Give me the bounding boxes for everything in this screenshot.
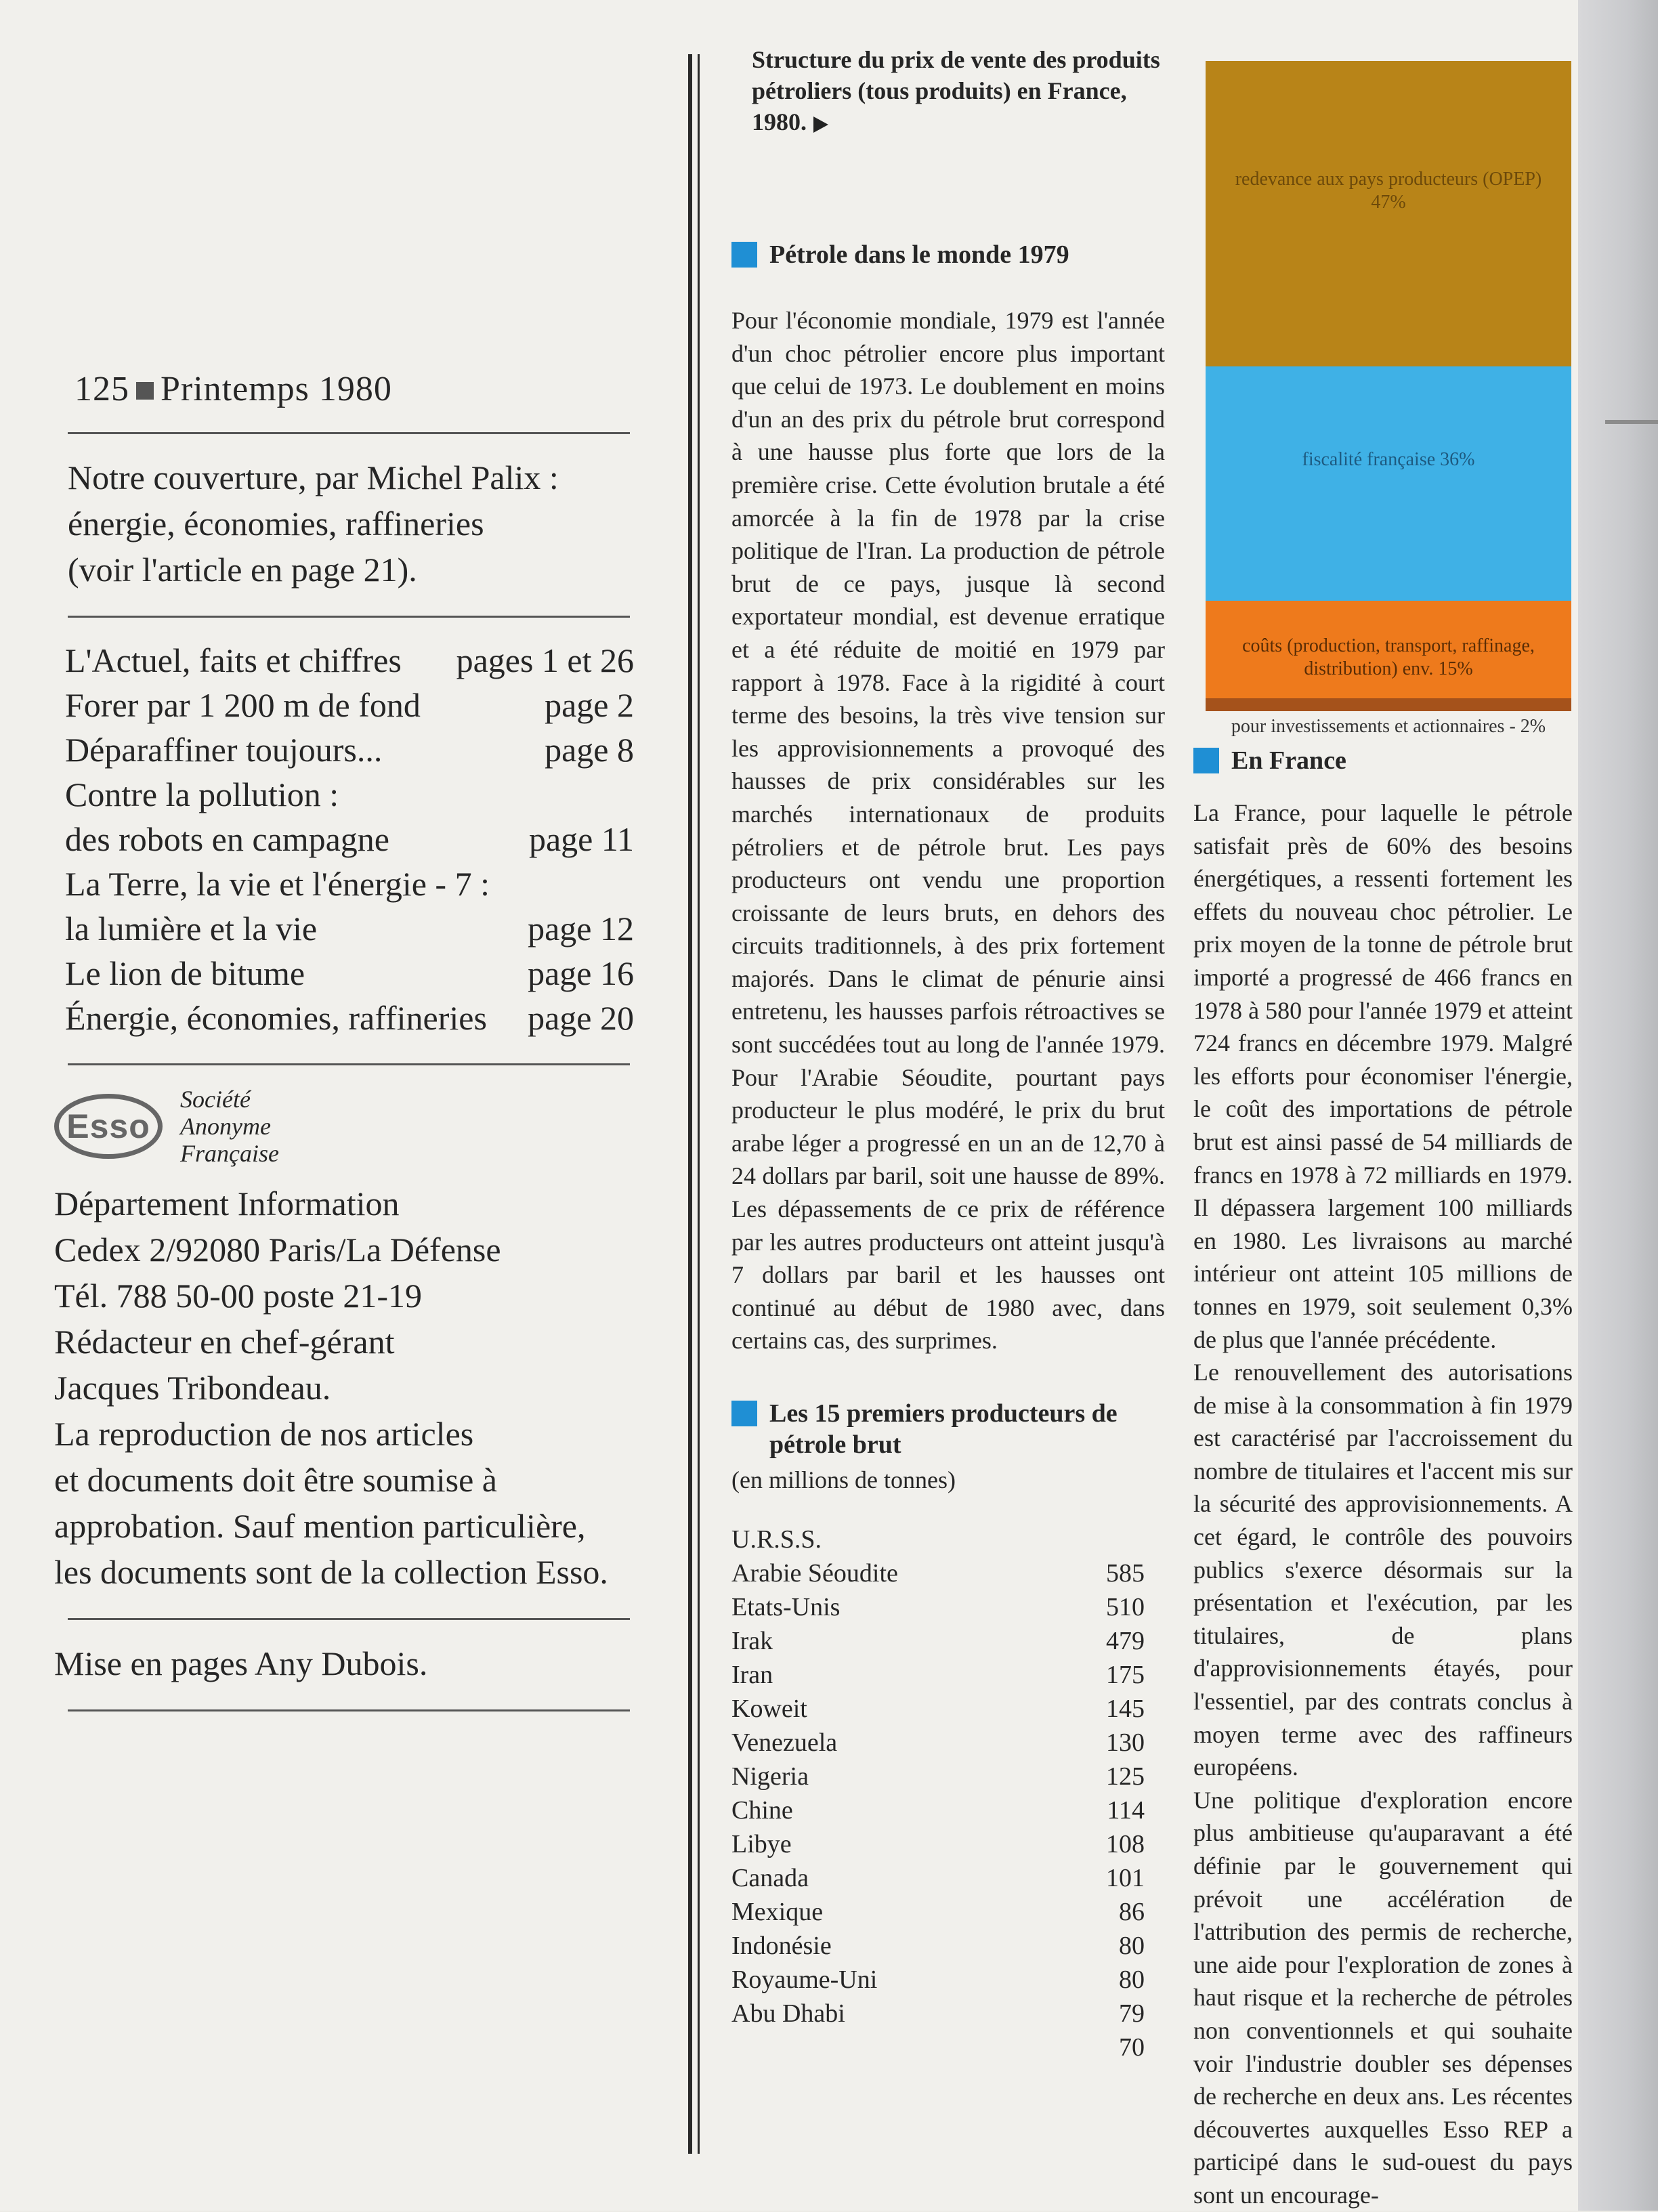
chart-segment-label: redevance aux pays producteurs (OPEP) 47% (1235, 168, 1542, 213)
blue-square-icon (731, 1401, 757, 1426)
esso-logo: Esso (54, 1094, 163, 1159)
chart-caption: Structure du prix de vente des produits pétroliers (tous produits) en France, 1980. (752, 46, 1160, 135)
toc-item[interactable] (65, 951, 634, 996)
info-line: La reproduction de nos articles (54, 1415, 474, 1453)
toc-item[interactable] (65, 906, 634, 951)
toc-title: Forer par 1 200 m de fond (65, 686, 421, 724)
table-row: 70 (1119, 2033, 1145, 2062)
toc-item[interactable] (65, 817, 634, 862)
table-row: Chine 114 (731, 1796, 1145, 1825)
toc-page: pages 1 et 26 (456, 641, 634, 679)
table-row: U.R.S.S. (731, 1525, 822, 1554)
chart-segment (1206, 698, 1571, 711)
divider (68, 1618, 630, 1620)
toc-item[interactable] (65, 683, 634, 727)
column-rule (698, 54, 700, 2154)
table-row: Libye 108 (731, 1830, 1145, 1858)
toc-item[interactable] (65, 862, 634, 906)
company-name: Société Anonyme Française (180, 1086, 279, 1167)
toc-item[interactable] (65, 772, 634, 817)
blue-square-icon (731, 242, 757, 268)
layout-credit: Mise en pages Any Dubois. (54, 1644, 428, 1682)
masthead-column (54, 369, 637, 1732)
toc-item[interactable] (65, 638, 634, 683)
table-row: Iran 175 (731, 1661, 1145, 1689)
france-column (1193, 745, 1573, 2212)
table-row: Abu Dhabi 79 (731, 1999, 1145, 2028)
section-heading: Pétrole dans le monde 1979 (731, 239, 1165, 270)
table-row: Mexique 86 (731, 1898, 1145, 1926)
section-heading: En France (1193, 745, 1573, 776)
info-line: et documents doit être soumise à (54, 1461, 498, 1499)
issue-heading (75, 369, 637, 409)
toc-page: page 11 (528, 820, 634, 858)
section-heading: Les 15 premiers producteurs de pétrole brut (731, 1398, 1165, 1460)
chart-segment-label: pour investissements et actionnaires - 2% (1231, 716, 1546, 737)
table-row: Venezuela 130 (731, 1728, 1145, 1757)
chart-segment-label: coûts (production, transport, raffinage, distribution) env. 15% (1242, 635, 1535, 680)
issue-number: 125 (75, 370, 129, 408)
table-row: Canada 101 (731, 1864, 1145, 1892)
info-line: Tél. 788 50-00 poste 21-19 (54, 1277, 422, 1315)
column-rule (688, 54, 692, 2154)
toc-title: des robots en campagne (65, 820, 390, 858)
divider (68, 432, 630, 434)
toc-item[interactable] (65, 727, 634, 772)
issue-season: Printemps 1980 (161, 370, 392, 408)
divider (68, 1709, 630, 1711)
table-row: Royaume-Uni 80 (731, 1965, 1145, 1994)
table-row: Arabie Séoudite 585 (731, 1559, 1145, 1588)
main-column (731, 44, 1165, 2064)
toc-title: Le lion de bitume (65, 954, 305, 992)
table-row: Koweit 145 (731, 1695, 1145, 1723)
article-body: Une politique d'exploration encore plus ambitieuse qu'auparavant a été définie par le gouvernement qui prévoit une accélération de l'attribution des permis de recherche, une aide pour l'exploration de zones à haut risque et la recherche de pétroles non conventionnels et qui souhaite voir l'industrie doubler ses dépenses de recherche en deux ans. Les récentes découvertes auxquelles Esso REP a participé dans le sud-ouest du pays sont un encourage- (1193, 1786, 1573, 2209)
pointer-arrow-icon (813, 116, 828, 133)
table-row: Nigeria 125 (731, 1762, 1145, 1791)
toc-page: page 16 (528, 954, 634, 992)
table-row: Etats-Unis 510 (731, 1593, 1145, 1621)
producers-table (731, 1523, 1145, 2064)
toc-page: page 8 (545, 731, 634, 769)
article-body: Le renouvellement des autorisations de mise à la consommation à fin 1979 est caractérisé par l'accroissement du nombre de titulaires et l'accent mis sur la sécurité des approvisionnements. A cet égard, le contrôle des pouvoirs publics s'exerce désormais sur la présentation et l'exécution, par les titulaires, de plans d'approvisionnements étayés, pour l'essentiel, par des contrats conclus à moyen terme avec des raffineurs européens. (1193, 1359, 1573, 1781)
toc-page: page 20 (528, 999, 634, 1037)
toc-page: page 2 (545, 686, 634, 724)
blue-square-icon (1193, 748, 1219, 773)
chart-segment-label: fiscalité française 36% (1302, 449, 1475, 471)
cover-line: Notre couverture, par Michel Palix : (68, 459, 559, 496)
article-body: Pour l'économie mondiale, 1979 est l'année d'un choc pétrolier encore plus important que celui de 1973. Le doublement en moins d'un an des prix du pétrole brut correspond à une hausse plus forte que lors de la première crise. Cette évolution brutale a été amorcée à la fin de 1978 par la crise politique de l'Iran. La production de pétrole brut de ce pays, jusque là second exportateur mondial, est devenue erratique et a été réduite de moitié en 1979 par rapport à 1978. Face à la rigidité à court terme des besoins, la très vive tension sur les approvisionnements a provoqué des hausses de prix considérables sur les marchés internationaux de produits pétroliers et de pétrole brut. Les pays producteurs ont vendu une proportion croissante de leurs bruts, en dehors des circuits traditionnels, à des prix fortement majorés. Dans le climat de pénurie ainsi entretenu, les hausses parfois rétroactives se sont succédées tout au long de l'année 1979. Pour l'Arabie Séoudite, pourtant pays producteur le plus modéré, le prix du brut arabe léger a progressé en un an de 12,70 à 24 dollars par baril, soit une hausse de 89%. Les dépassements de ce prix de référence par les autres producteurs ont atteint jusqu'à 7 dollars par baril et les hausses ont continué au début de 1980 avec, dans certains cas, des surprimes. (731, 307, 1165, 1355)
info-line: Rédacteur en chef-gérant (54, 1323, 395, 1361)
section-subtitle: (en millions de tonnes) (731, 1466, 956, 1493)
chart-segment (1206, 366, 1571, 601)
toc-title: la lumière et la vie (65, 910, 318, 948)
toc-page: page 12 (528, 910, 634, 948)
info-line: Jacques Tribondeau. (54, 1369, 331, 1407)
info-line: approbation. Sauf mention particulière, (54, 1507, 586, 1545)
table-row: Indonésie 80 (731, 1932, 1145, 1960)
toc-title: Déparaffiner toujours... (65, 731, 383, 769)
publisher-block (54, 1086, 637, 1167)
article-body: La France, pour laquelle le pétrole satisfait près de 60% des besoins énergétiques, a ressenti fortement les effets du nouveau choc pétrolier. Le prix moyen de la tonne de pétrole brut importé a progressé de 466 francs en 1978 à 580 pour l'année 1979 et atteint 724 francs en décembre 1979. Malgré les efforts pour économiser l'énergie, le coût des importations de pétrole brut est ainsi passé de 54 milliards de francs en 1978 à 72 milliards en 1979. Il dépassera largement 100 milliards en 1980. Les livraisons au marché intérieur ont atteint 105 millions de tonnes en 1979, soit seulement 0,3% de plus que l'année précédente. (1193, 799, 1573, 1353)
price-structure-chart (1206, 61, 1571, 737)
toc-title: Énergie, économies, raffineries (65, 999, 487, 1037)
info-line: Département Information (54, 1185, 400, 1222)
divider (68, 616, 630, 618)
next-page-edge (1578, 0, 1658, 2211)
toc-item[interactable] (65, 996, 634, 1040)
info-line: Cedex 2/92080 Paris/La Défense (54, 1231, 501, 1269)
toc-title: Contre la pollution : (65, 775, 339, 813)
info-line: les documents sont de la collection Esso. (54, 1553, 608, 1591)
toc-title: La Terre, la vie et l'énergie - 7 : (65, 865, 490, 903)
square-bullet-icon (136, 382, 154, 400)
table-row: Irak 479 (731, 1627, 1145, 1655)
cover-note (68, 454, 637, 593)
publisher-info (54, 1181, 637, 1595)
divider (68, 1063, 630, 1065)
cover-line: énergie, économies, raffineries (68, 505, 484, 543)
table-of-contents (65, 638, 634, 1040)
cover-line: (voir l'article en page 21). (68, 551, 417, 589)
toc-title: L'Actuel, faits et chiffres (65, 641, 402, 679)
